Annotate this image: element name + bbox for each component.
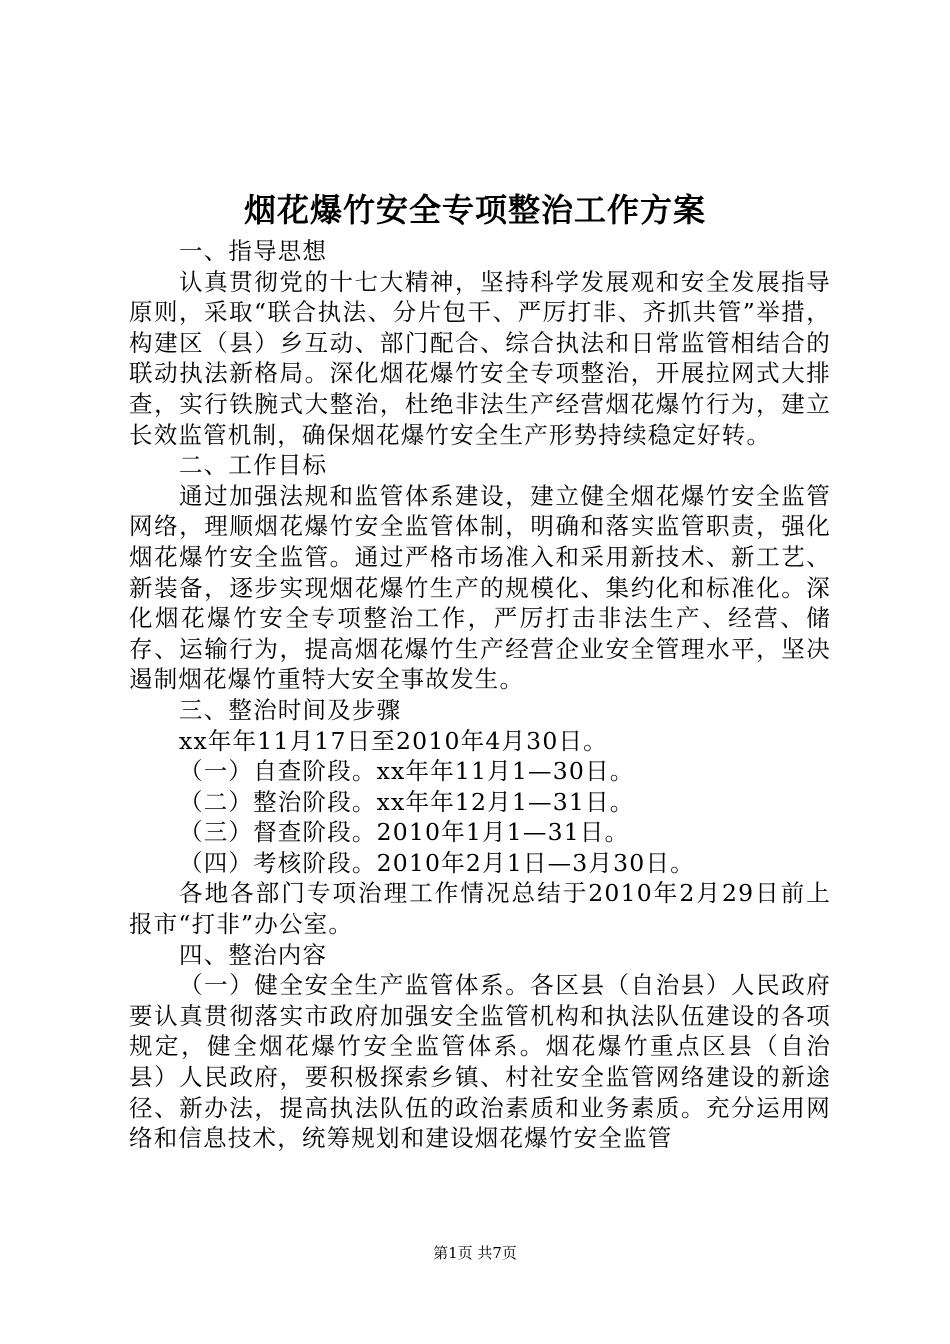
paragraph: xx年年11月17日至2010年4月30日。 <box>179 726 608 755</box>
section-heading-4: 四、整治内容 <box>179 940 328 969</box>
paragraph: （一）健全安全生产监管体系。各区县（自治县）人民政府要认真贯彻落实市政府加强安全监管机构和执法队伍建设的各项规定，健全烟花爆竹安全监管体系。烟花爆竹重点区县（自治县）人民政府，要积极探索乡镇、村社安全监管网络建设的新途径、新办法，提高执法队伍的政治素质和业务素质。充分运用网络和信息技术，统筹规划和建设烟花爆竹安全监管 <box>129 971 831 1153</box>
paragraph: （四）考核阶段。2010年2月1日—3月30日。 <box>179 848 695 877</box>
paragraph: （一）自查阶段。xx年年11月1—30日。 <box>179 757 635 786</box>
section-heading-1: 一、指导思想 <box>179 237 328 265</box>
section-heading-2: 二、工作目标 <box>179 451 328 480</box>
section-heading-3: 三、整治时间及步骤 <box>179 695 402 724</box>
document-body <box>129 236 831 1154</box>
paragraph: 各地各部门专项治理工作情况总结于2010年2月29日前上报市“打非”办公室。 <box>129 879 831 939</box>
paragraph: 认真贯彻党的十七大精神，坚持科学发展观和安全发展指导原则，采取“联合执法、分片包干、严厉打非、齐抓共管”举措，构建区（县）乡互动、部门配合、综合执法和日常监管相结合的联动执法新格局。深化烟花爆竹安全专项整治，开展拉网式大排查，实行铁腕式大整治，杜绝非法生产经营烟花爆竹行为，建立长效监管机制，确保烟花爆竹安全生产形势持续稳定好转。 <box>129 267 831 449</box>
paragraph: （三）督查阶段。2010年1月1—31日。 <box>179 818 630 847</box>
paragraph: （二）整治阶段。xx年年12月1—31日。 <box>179 787 635 816</box>
paragraph: 通过加强法规和监管体系建设，建立健全烟花爆竹安全监管网络，理顺烟花爆竹安全监管体制，明确和落实监管职责，强化烟花爆竹安全监管。通过严格市场准入和采用新技术、新工艺、新装备，逐步实现烟花爆竹生产的规模化、集约化和标准化。深化烟花爆竹安全专项整治工作，严厉打击非法生产、经营、储存、运输行为，提高烟花爆竹生产经营企业安全管理水平，坚决遏制烟花爆竹重特大安全事故发生。 <box>129 481 831 694</box>
page-footer: 第1页 共7页 <box>433 1244 517 1262</box>
document-title: 烟花爆竹安全专项整治工作方案 <box>243 191 706 229</box>
